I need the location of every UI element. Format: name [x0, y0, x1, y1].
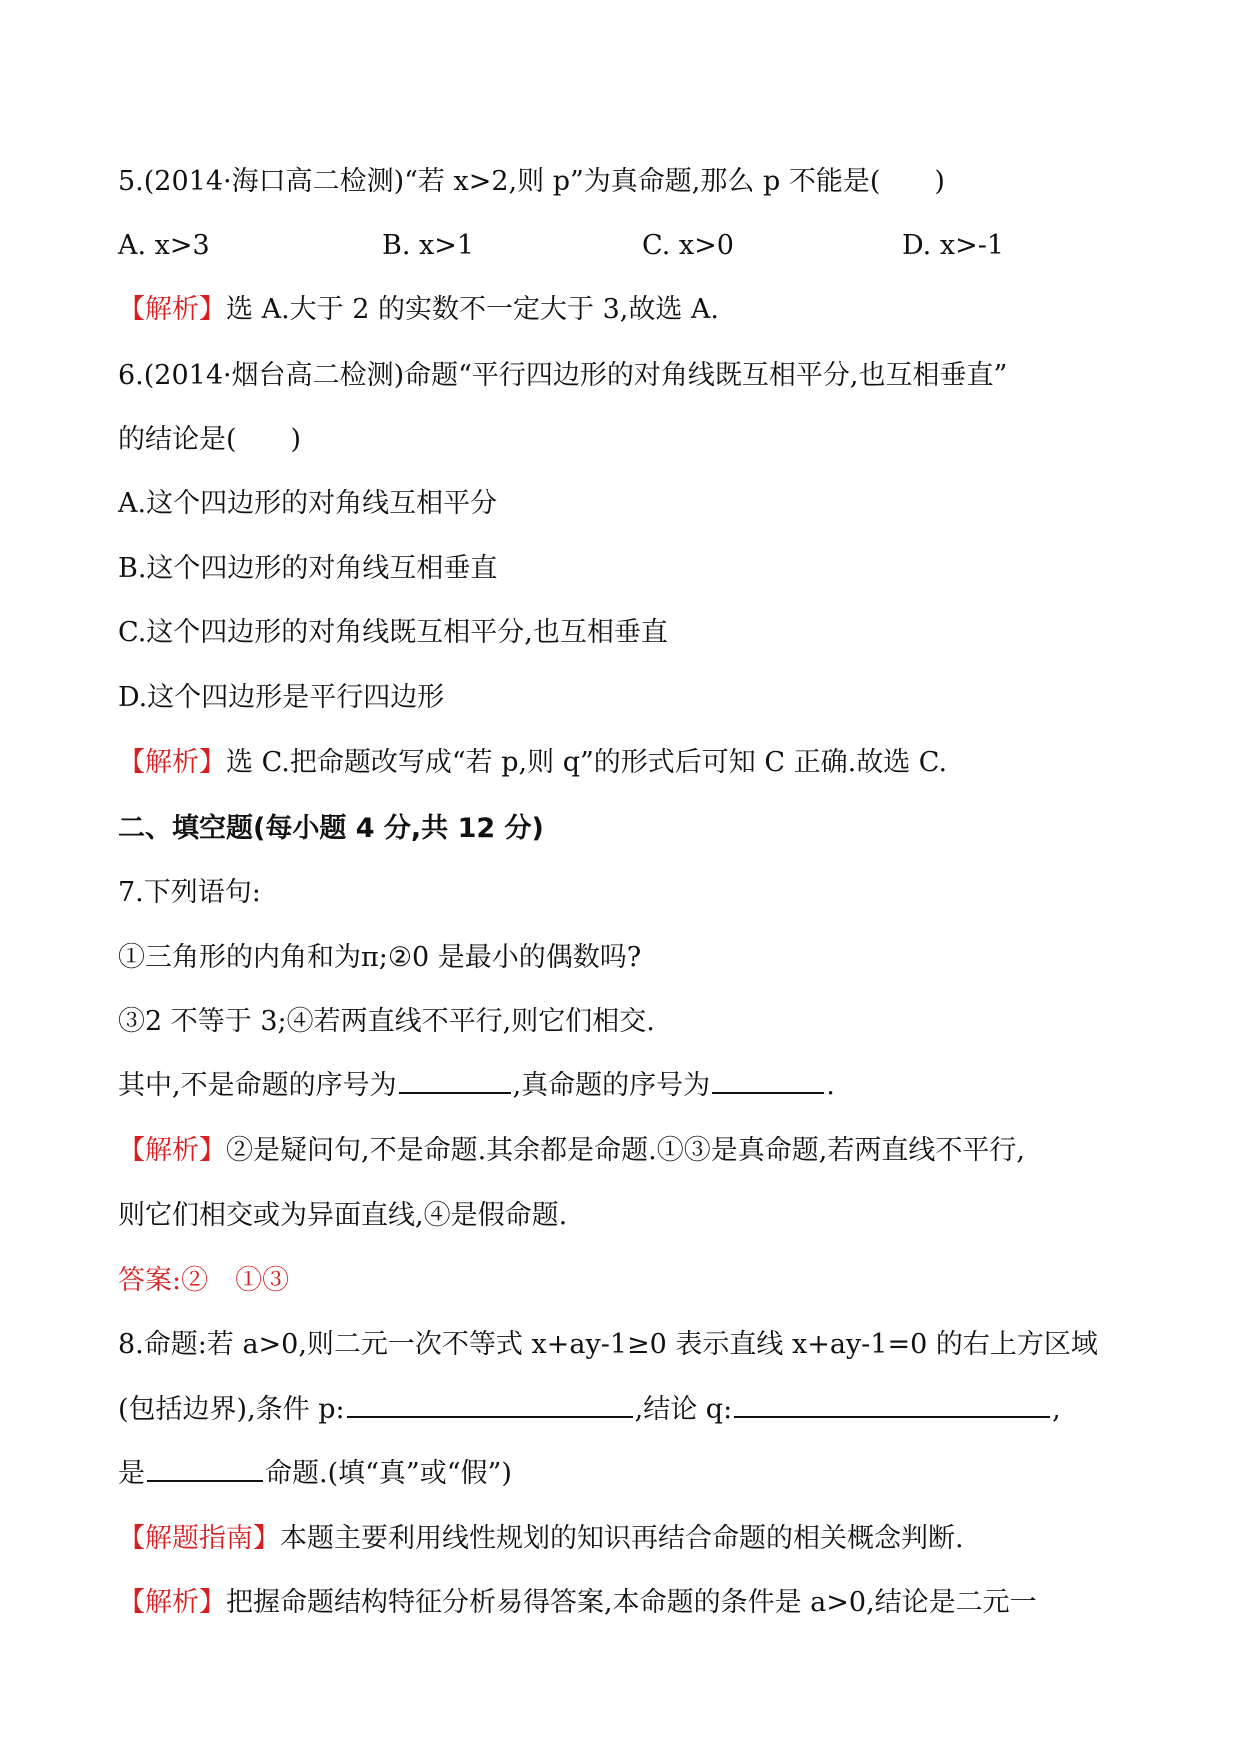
analysis-tag: 【解析】: [118, 1587, 226, 1618]
q7-line1: 7.下列语句:: [118, 877, 261, 908]
q6-analysis: [118, 745, 947, 781]
q7-blank-2[interactable]: [712, 1068, 824, 1094]
q8-text-b: ,结论 q:: [634, 1394, 733, 1425]
q8-blank-p[interactable]: [347, 1392, 633, 1418]
analysis-text: 选 C.把命题改写成“若 p,则 q”的形式后可知 C 正确.故选 C.: [226, 747, 948, 778]
q5-option-a: A. x>3: [118, 230, 210, 261]
q7-analysis-line2: 则它们相交或为异面直线,④是假命题.: [118, 1200, 568, 1231]
q7-line4: [118, 1068, 835, 1104]
q7-text-a: 其中,不是命题的序号为: [118, 1070, 397, 1101]
q7-line2: ①三角形的内角和为π;②0 是最小的偶数吗?: [118, 942, 642, 973]
q6-option-c: C.这个四边形的对角线既互相平分,也互相垂直: [118, 617, 668, 648]
q6-stem-line2: 的结论是( ): [118, 424, 302, 455]
q8-text-e: 命题.(填“真”或“假”): [265, 1458, 512, 1489]
q8-text-c: ,: [1052, 1394, 1061, 1425]
q8-guide: [118, 1521, 964, 1557]
q7-answer: 答案:② ①③: [118, 1265, 290, 1296]
q5-stem: 5.(2014·海口高二检测)“若 x>2,则 p”为真命题,那么 p 不能是( ): [118, 166, 945, 197]
q7-text-c: .: [826, 1070, 835, 1101]
analysis-text: 选 A.大于 2 的实数不一定大于 3,故选 A.: [226, 294, 720, 325]
q7-line3: ③2 不等于 3;④若两直线不平行,则它们相交.: [118, 1006, 655, 1037]
q8-analysis: [118, 1585, 1037, 1621]
q5-option-c: C. x>0: [642, 230, 734, 261]
analysis-text: ②是疑问句,不是命题.其余都是命题.①③是真命题,若两直线不平行,: [226, 1135, 1025, 1166]
q7-blank-1[interactable]: [399, 1068, 511, 1094]
q8-line2: [118, 1392, 1061, 1428]
q7-text-b: ,真命题的序号为: [512, 1070, 711, 1101]
q6-stem-line1: 6.(2014·烟台高二检测)命题“平行四边形的对角线既互相平分,也互相垂直”: [118, 360, 1008, 391]
q6-option-a: A.这个四边形的对角线互相平分: [118, 488, 498, 519]
q5-analysis: [118, 292, 719, 328]
analysis-tag: 【解析】: [118, 1135, 226, 1166]
guide-tag: 【解题指南】: [118, 1523, 280, 1554]
q8-blank-truth[interactable]: [147, 1456, 263, 1482]
section-title: 二、填空题(每小题 4 分,共 12 分): [118, 813, 544, 844]
q6-option-d: D.这个四边形是平行四边形: [118, 682, 445, 713]
q8-line3: [118, 1456, 512, 1492]
analysis-tag: 【解析】: [118, 747, 226, 778]
q5-option-d: D. x>-1: [902, 230, 1005, 261]
q5-option-b: B. x>1: [382, 230, 475, 261]
guide-text: 本题主要利用线性规划的知识再结合命题的相关概念判断.: [280, 1523, 964, 1554]
q8-text-d: 是: [118, 1458, 145, 1489]
analysis-text: 把握命题结构特征分析易得答案,本命题的条件是 a>0,结论是二元一: [226, 1587, 1037, 1618]
q8-line1: 8.命题:若 a>0,则二元一次不等式 x+ay-1≥0 表示直线 x+ay-1=0 的右上方区域: [118, 1329, 1098, 1360]
q8-blank-q[interactable]: [734, 1392, 1050, 1418]
q8-text-a: (包括边界),条件 p:: [118, 1394, 345, 1425]
q6-option-b: B.这个四边形的对角线互相垂直: [118, 553, 498, 584]
q7-analysis-line1: [118, 1133, 1025, 1169]
analysis-tag: 【解析】: [118, 294, 226, 325]
